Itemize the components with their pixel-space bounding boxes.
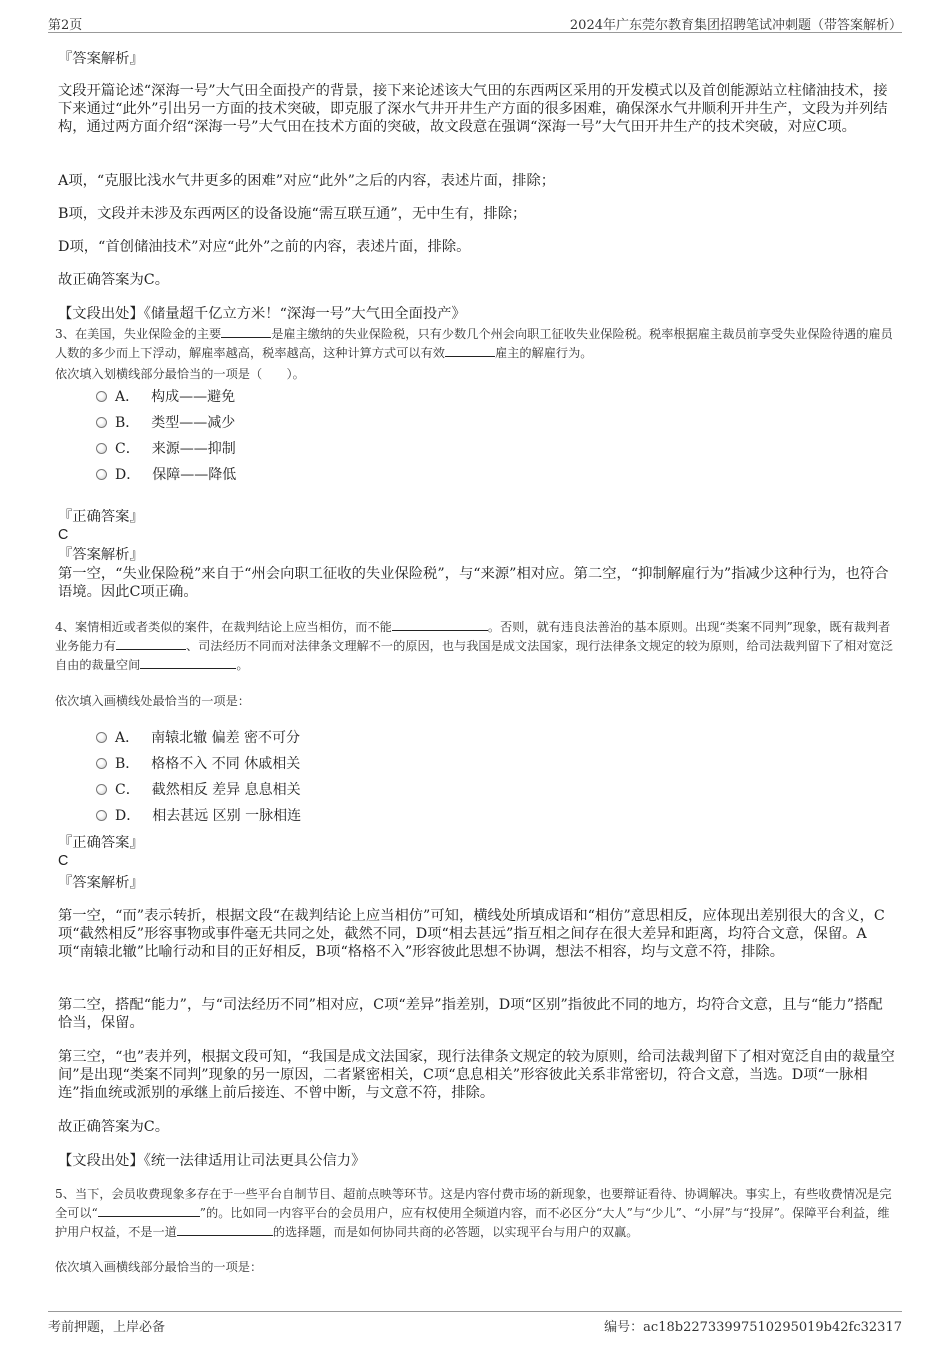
page-footer: [48, 1311, 902, 1335]
q3-option-b[interactable]: B． 类型——减少: [96, 414, 235, 432]
q4-option-d[interactable]: D． 相去甚远 区别 一脉相连: [96, 807, 301, 825]
q3-answer-label: 『正确答案』: [58, 509, 144, 525]
q2-analysis-p4: D项，“首创储油技术”对应“此外”之前的内容，表述片面，排除。: [58, 239, 471, 255]
radio-icon[interactable]: [96, 391, 107, 402]
radio-icon[interactable]: [96, 758, 107, 769]
q3-prompt: 依次填入划横线部分最恰当的一项是（ ）。: [55, 367, 305, 381]
blank: [221, 325, 271, 338]
q2-source: 【文段出处】《储量超千亿立方米！“深海一号”大气田全面投产》: [58, 306, 466, 322]
q4-source: 【文段出处】《统一法律适用让司法更具公信力》: [58, 1153, 366, 1169]
q3-answer: C: [58, 527, 69, 543]
blank: [140, 656, 236, 669]
blank: [98, 1204, 200, 1217]
blank: [445, 344, 495, 357]
document-title: 2024年广东莞尔教育集团招聘笔试冲刺题（带答案解析）: [569, 18, 902, 33]
q2-analysis-label: 『答案解析』: [58, 51, 144, 67]
q4-answer: C: [58, 853, 69, 869]
blank: [177, 1223, 273, 1236]
q2-analysis-p3: B项，文段并未涉及东西两区的设备设施“需互联互通”，无中生有，排除；: [58, 206, 527, 222]
radio-icon[interactable]: [96, 784, 107, 795]
q4-prompt: 依次填入画横线处最恰当的一项是：: [55, 694, 250, 708]
radio-icon[interactable]: [96, 810, 107, 821]
page-number: 第2页: [48, 18, 83, 33]
q4-analysis-p4: 故正确答案为C。: [58, 1119, 170, 1135]
q4-analysis-p1: 第一空，“而”表示转折，根据文段“在裁判结论上应当相仿”可知，横线处所填成语和“相仿”意思相反，应体现出差别很大的含义，C项“截然相反”形容事物或事件毫无共同之处，截然不同，D项“相去甚远”指互相之间存在很大差异和距离，均符合文意，保留。A项“南辕北辙”比喻行动和目的正好相反，B项“格格不入”形容彼此思想不协调，想法不相容，均与文意不符，排除。: [58, 908, 885, 960]
q3-analysis: 第一空，“失业保险税”来自于“州会向职工征收的失业保险税”，与“来源”相对应。第二空，“抑制解雇行为”指减少这种行为，也符合语境。因此C项正确。: [58, 566, 889, 600]
radio-icon[interactable]: [96, 443, 107, 454]
q5-prompt: 依次填入画横线部分最恰当的一项是：: [55, 1260, 263, 1274]
q5-stem: 5、当下，会员收费现象多存在于一些平台自制节目、超前点映等环节。这是内容付费市场的新现象，也要辩证看待、协调解决。事实上，有些收费情况是完全可以“ ”的。比如同一内容平台的会员用户，应有权使用全频道内容，而不必区分“大人”与“少儿”、“小屏”与“投屏”。保障平台利益，维护用户权益，不是一道 的选择题，而是如何协同共商的必答题，以实现平台与用户的双赢。: [55, 1187, 892, 1239]
q4-analysis-label: 『答案解析』: [58, 875, 144, 891]
page-header: [48, 12, 902, 33]
q4-option-a[interactable]: A． 南辕北辙 偏差 密不可分: [96, 729, 300, 747]
document-id: 编号：ac18b22733997510295019b42fc32317: [604, 1320, 902, 1335]
q3-stem: 3、在美国，失业保险金的主要 是雇主缴纳的失业保险税，只有少数几个州会向职工征收失业保险税。税率根据雇主裁员前享受失业保险待遇的雇员人数的多少而上下浮动，解雇率越高，税率越高，这种计算方式可以有效 雇主的解雇行为。: [55, 327, 893, 360]
q3-option-d[interactable]: D． 保障——降低: [96, 466, 236, 484]
blank: [116, 637, 186, 650]
radio-icon[interactable]: [96, 417, 107, 428]
q4-stem: 4、案情相近或者类似的案件，在裁判结论上应当相仿，而不能 。否则，就有违良法善治的基本原则。出现“类案不同判”现象，既有裁判者业务能力有 、司法经历不同而对法律条文理解不一的原因，也与我国是成文法国家，现行法律条文规定的较为原则，给司法裁判留下了相对宽泛自由的裁量空间 。: [55, 620, 893, 672]
q2-analysis-p1: 文段开篇论述“深海一号”大气田全面投产的背景，接下来论述该大气田的东西两区采用的开发模式以及首创能源站立柱储油技术，接下来通过“此外”引出另一方面的技术突破，即克服了深水气井开井生产方面的很多困难，确保深水气井顺利开井生产，文段为并列结构，通过两方面介绍“深海一号”大气田在技术方面的突破，故文段意在强调“深海一号”大气田开井生产的技术突破，对应C项。: [58, 83, 888, 135]
q3-option-c[interactable]: C． 来源——抑制: [96, 440, 236, 458]
q4-option-c[interactable]: C． 截然相反 差异 息息相关: [96, 781, 301, 799]
q3-option-a[interactable]: A． 构成——避免: [96, 388, 235, 406]
q4-analysis-p3: 第三空，“也”表并列，根据文段可知，“我国是成文法国家，现行法律条文规定的较为原则，给司法裁判留下了相对宽泛自由的裁量空间”是出现“类案不同判”现象的另一原因，二者紧密相关，C项“息息相关”形容彼此关系非常密切，符合文意，当选。D项“一脉相连”指血统或派别的承继上前后接连、不曾中断，与文意不符，排除。: [58, 1049, 895, 1101]
radio-icon[interactable]: [96, 732, 107, 743]
footer-slogan: 考前押题，上岸必备: [48, 1320, 166, 1335]
blank: [392, 618, 488, 631]
q3-analysis-label: 『答案解析』: [58, 547, 144, 563]
radio-icon[interactable]: [96, 469, 107, 480]
q4-answer-label: 『正确答案』: [58, 835, 144, 851]
q2-analysis-p5: 故正确答案为C。: [58, 272, 170, 288]
q2-analysis-p2: A项，“克服比浅水气井更多的困难”对应“此外”之后的内容，表述片面，排除；: [58, 173, 556, 189]
q4-analysis-p2: 第二空，搭配“能力”，与“司法经历不同”相对应，C项“差异”指差别，D项“区别”指彼此不同的地方，均符合文意，且与“能力”搭配恰当，保留。: [58, 997, 883, 1031]
q4-option-b[interactable]: B． 格格不入 不同 休戚相关: [96, 755, 300, 773]
